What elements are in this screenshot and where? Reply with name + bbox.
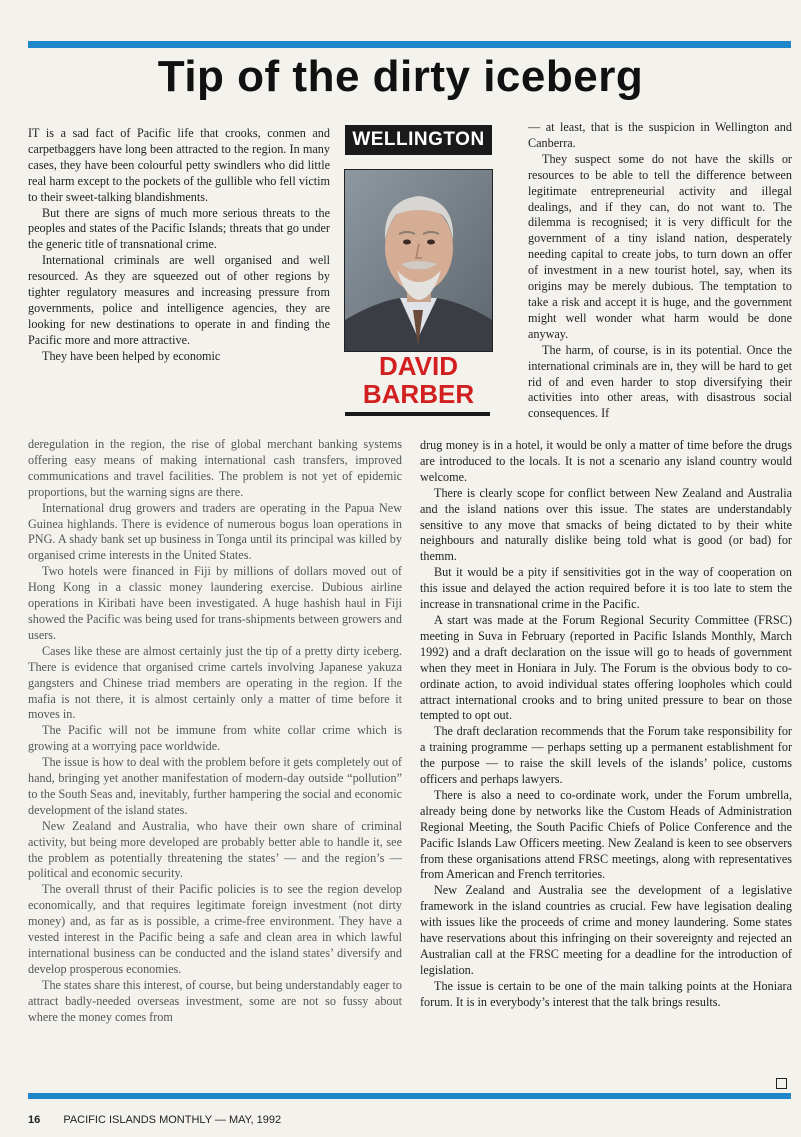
paragraph: The issue is certain to be one of the main talking points at the Honiara forum. It is in everybody’s interest that the talk brings results. xyxy=(420,978,792,1009)
paragraph: The harm, of course, is in its potential. Once the international criminals are in, they will be hard to get rid of and even harder to stop diversifying their activities into other areas, with disastrous social consequences. If xyxy=(528,342,792,421)
column-lower-left xyxy=(28,437,402,1026)
byline-rule xyxy=(345,412,490,416)
end-of-article-mark xyxy=(776,1078,787,1089)
page-number: 16 xyxy=(28,1114,41,1126)
paragraph: But it would be a pity if sensitivities got in the way of cooperation on this issue and delayed the action required before it is too late to stem the increase in transnational crime in the Pacific. xyxy=(420,565,792,612)
paragraph: drug money is in a hotel, it would be only a matter of time before the drugs are introduced to the locals. It is not a scenario any island country would welcome. xyxy=(420,438,792,484)
paragraph: The states share this interest, of course, but being understandably eager to attract badly-needed overseas investment, some are not so fussy about where the money comes from xyxy=(28,977,402,1024)
author-first-name: DAVID xyxy=(379,351,458,381)
top-rule xyxy=(28,41,791,48)
bottom-rule xyxy=(28,1093,791,1099)
headline: Tip of the dirty iceberg xyxy=(157,52,644,101)
paragraph: There is also a need to co-ordinate work, under the Forum umbrella, already being done by networks like the Custom Heads of Administration Regional Meeting, the South Pacific Chiefs of Police Conference and the Pacific Islands Law Officers meeting. New Zealand is keen to see observers from these organisations attend FRSC meetings, along with representatives from American and French territories. xyxy=(420,787,792,882)
paragraph: Cases like these are almost certainly just the tip of a pretty dirty iceberg. There is evidence that organised crime cartels involving Japanese yakuza gangsters and Chinese triad members are operating in the region. If the mafia is not there, it is almost certainly only a matter of time before it moves in. xyxy=(28,643,402,722)
paragraph: International criminals are well organised and well resourced. As they are squeezed out of other regions by tighter regulatory measures and increasing pressure from governments, police and intelligence agencies, they are looking for new destinations to operate in and finding the Pacific more and more attractive. xyxy=(28,253,330,347)
author-last-name: BARBER xyxy=(362,379,475,409)
paragraph: They have been helped by economic xyxy=(42,348,221,363)
author-photo xyxy=(344,169,493,352)
paragraph: A start was made at the Forum Regional Security Committee (FRSC) meeting in Suva in February (reported in Pacific Islands Monthly, March 1992) and a draft declaration on the issue will go to heads of government when they meet in Honiara in July. The Forum is the obvious body to co-ordinate action, to avoid individual states offering loopholes which could attract international crooks and to bring united pressure to bear on those tempted to opt out. xyxy=(420,612,792,723)
dateline-tag: WELLINGTON xyxy=(345,125,492,155)
paragraph: The issue is how to deal with the problem before it gets completely out of hand, bringing yet another manifestation of modern-day outside “pollution” to the South Seas and, inevitably, further hampering the social and economic development of the island states. xyxy=(28,755,402,817)
paragraph: The Pacific will not be immune from white collar crime which is growing at a worrying pace worldwide. xyxy=(28,723,402,754)
column-lower-right xyxy=(420,438,792,1011)
paragraph: International drug growers and traders are operating in the Papua New Guinea highlands. There is evidence of numerous bogus loan operations in PNG. A shady bank set up business in Tonga until its principal was killed by organised crime interests in the United States. xyxy=(28,500,402,563)
paragraph: — at least, that is the suspicion in Wellington and Canberra. xyxy=(528,120,792,150)
paragraph: There is clearly scope for conflict between New Zealand and Australia and the island nations over this issue. The states are understandably sensitive to any move that smacks of being dictated to by their white neighbours and naturally dislike being told what is good (or bad) for themm. xyxy=(420,485,792,564)
paragraph: New Zealand and Australia see the development of a legislative framework in the island countries as crucial. Few have legisation dealing with issues like the proceeds of crime and money laundering. Some states have reservations about this infringing on their sovereignty and rejected an Australian call at the FRSC meeting for a deadline for the introduction of legislation. xyxy=(420,883,792,977)
paragraph: IT is a sad fact of Pacific life that crooks, conmen and carpetbaggers have long been attracted to the region. In many cases, they have been colourful petty swindlers who did little real harm except to the pockets of the gullible who fell victim to their sweet-talking blandishments. xyxy=(28,126,330,204)
page-footer xyxy=(28,1114,281,1126)
paragraph: New Zealand and Australia, who have their own share of criminal activity, but being more developed are probably better able to handle it, see the problem as potentially threatening the states’ — and the region’s — political and economic security. xyxy=(28,818,402,881)
column-1 xyxy=(28,126,330,365)
paragraph: But there are signs of much more serious threats to the peoples and states of the Pacific Islands; threats that go under the generic title of transnational crime. xyxy=(28,205,330,252)
masthead: PACIFIC ISLANDS MONTHLY — MAY, 1992 xyxy=(63,1114,282,1126)
author-byline xyxy=(345,352,492,408)
column-3 xyxy=(528,120,792,422)
paragraph: deregulation in the region, the rise of global merchant banking systems offering easy means of making international cash transfers, improved communications and travel facilities. The problem is not yet of epidemic proportions, but the warning signs are there. xyxy=(28,437,402,499)
paragraph: They suspect some do not have the skills or resources to be able to tell the difference between legitimate entrepreneurial activity and illegal dealings, and if they can, do not want to. The dilemma is recognised; it is very difficult for the government of a tiny island nation, desperately needing capital to create jobs, to turn down an offer of investment in a new tourist hotel, say, when its origins may be merely dubious. The temptation to take a risk and accept it is huge, and the government might well wonder what harm would be done anyway. xyxy=(528,151,792,341)
paragraph: Two hotels were financed in Fiji by millions of dollars moved out of Hong Kong in a classic money laundering exercise. Dubious airline operations in Kiribati have been investigated. A huge hashish haul in Fiji showed the Pacific was being used for trans-shipments between growers and users. xyxy=(28,564,402,642)
paragraph: The draft declaration recommends that the Forum take responsibility for a training programme — perhaps setting up a permanent establishment for the purpose — to raise the skill levels of the islands’ police, customs officers and perhaps lawyers. xyxy=(420,724,792,787)
paragraph: The overall thrust of their Pacific policies is to see the region develop economically, and that requires legitimate foreign investment (not dirty money) and, as far as is possible, a crime-free environment. They have a vested interest in the Pacific being a safe and clean area in which lawful international business can be conducted and the island states’ diversify and develop prosperous economies. xyxy=(28,882,402,976)
